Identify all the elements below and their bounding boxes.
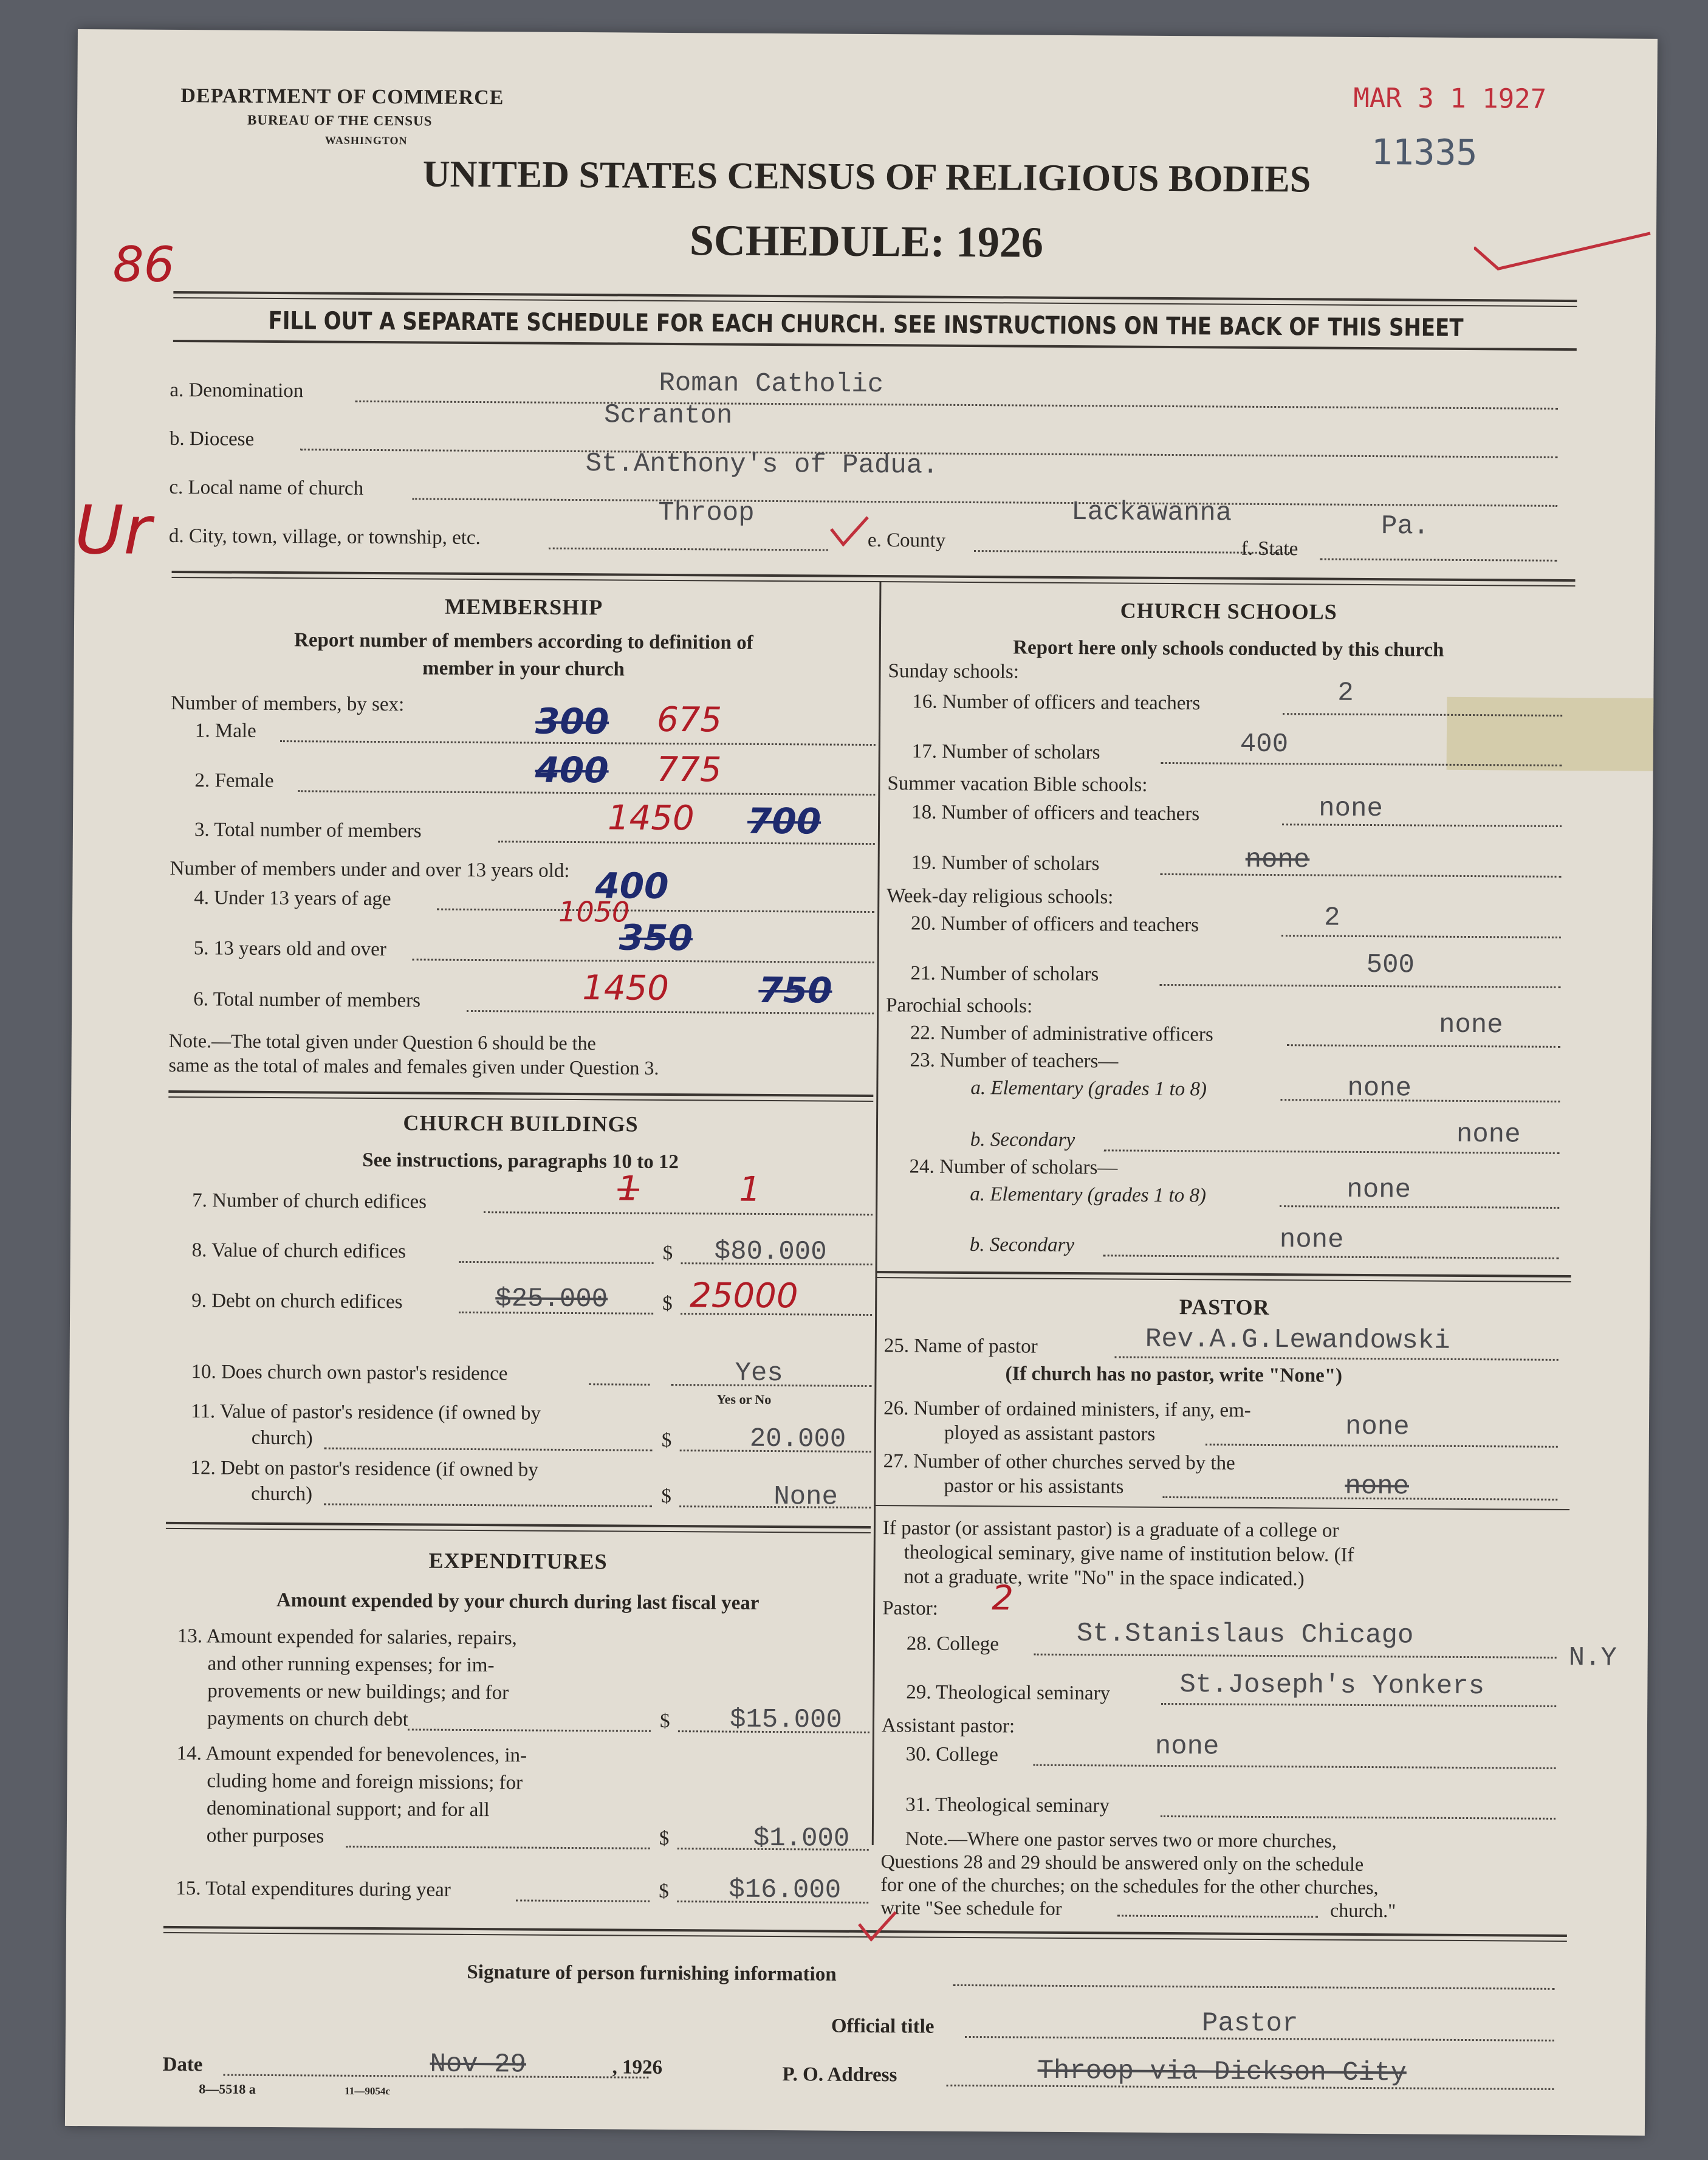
print-number: 11—9054c	[345, 2085, 390, 2097]
q8-value[interactable]: $80.000	[714, 1236, 827, 1268]
q13-label-3: provements or new buildings; and for	[207, 1680, 509, 1704]
pastor-label: Pastor:	[882, 1597, 938, 1620]
q8-label: 8. Value of church edifices	[191, 1239, 406, 1263]
q13-label-2: and other running expenses; for im-	[207, 1653, 495, 1677]
q4-value[interactable]: 400	[595, 865, 669, 907]
q27-value[interactable]: none	[1345, 1471, 1410, 1502]
page-title: UNITED STATES CENSUS OF RELIGIOUS BODIES	[422, 153, 1311, 201]
state-label: f. State	[1241, 537, 1298, 560]
q25-label: 25. Name of pastor	[883, 1335, 1038, 1358]
q4-label: 4. Under 13 years of age	[194, 887, 391, 910]
q14-label-4: other purposes	[206, 1825, 324, 1848]
denomination-label: a. Denomination	[170, 379, 304, 402]
q11-value[interactable]: 20.000	[749, 1423, 846, 1455]
q9-label: 9. Debt on church edifices	[191, 1290, 403, 1313]
q16-label: 16. Number of officers and teachers	[912, 690, 1201, 715]
q9-new-value[interactable]: 25000	[690, 1276, 798, 1316]
graduate-note-2: theological seminary, give name of institution below. (If	[904, 1541, 1354, 1566]
q21-label: 21. Number of scholars	[910, 962, 1099, 986]
q26-label-1: 26. Number of ordained ministers, if any, em-	[883, 1397, 1251, 1422]
q10-value[interactable]: Yes	[735, 1358, 783, 1389]
city-value[interactable]: Throop	[658, 497, 755, 529]
expenditures-heading: EXPENDITURES	[428, 1548, 608, 1574]
q28-extra: N.Y	[1568, 1643, 1617, 1674]
q24b-value[interactable]: none	[1279, 1225, 1344, 1256]
q30-label: 30. College	[905, 1743, 998, 1766]
schools-sub: Report here only schools conducted by this church	[1013, 636, 1444, 661]
q13-label-1: 13. Amount expended for salaries, repairs,	[177, 1625, 517, 1649]
q12-label-1: 12. Debt on pastor's residence (if owned by	[190, 1457, 538, 1481]
checkmark-icon	[1474, 220, 1657, 282]
q2-new-value[interactable]: 775	[656, 749, 722, 790]
checkmark-icon	[828, 514, 871, 551]
diocese-value[interactable]: Scranton	[603, 400, 733, 432]
q6-label: 6. Total number of members	[193, 988, 421, 1012]
city-name: WASHINGTON	[324, 134, 408, 147]
membership-heading: MEMBERSHIP	[445, 594, 603, 620]
diocese-label: b. Diocese	[169, 427, 255, 450]
assistant-label: Assistant pastor:	[881, 1715, 1015, 1738]
q14-label-3: denominational support; and for all	[207, 1797, 490, 1821]
q8-dollar: $	[662, 1242, 673, 1265]
q20-label: 20. Number of officers and teachers	[910, 912, 1199, 937]
q13-value[interactable]: $15.000	[729, 1704, 843, 1736]
date-label: Date	[162, 2053, 203, 2076]
po-address-label: P. O. Address	[782, 2063, 897, 2086]
q16-value[interactable]: 2	[1337, 678, 1354, 709]
q24a-label: a. Elementary (grades 1 to 8)	[970, 1183, 1207, 1207]
q23a-label: a. Elementary (grades 1 to 8)	[970, 1077, 1207, 1101]
q10-label: 10. Does church own pastor's residence	[191, 1361, 508, 1385]
age-heading: Number of members under and over 13 years old:	[170, 857, 570, 882]
q3-label: 3. Total number of members	[194, 819, 422, 842]
q12-dollar: $	[661, 1485, 671, 1508]
received-date-stamp: MAR 3 1 1927	[1353, 82, 1547, 115]
q24-label: 24. Number of scholars—	[909, 1155, 1118, 1179]
city-label: d. City, town, village, or township, etc.	[168, 525, 481, 549]
file-number-stamp: 11335	[1371, 131, 1478, 174]
pastor-note-4: write "See schedule for	[880, 1896, 1062, 1919]
denomination-value[interactable]: Roman Catholic	[659, 368, 884, 401]
q11-label-1: 11. Value of pastor's residence (if owned by	[191, 1400, 541, 1425]
county-value[interactable]: Lackawanna	[1071, 497, 1232, 529]
q9-old-value: $25.000	[495, 1284, 608, 1315]
q11-dollar: $	[661, 1429, 672, 1452]
pastor-mark: 2	[992, 1578, 1014, 1618]
q29-value[interactable]: St.Joseph's Yonkers	[1179, 1670, 1485, 1702]
q26-value[interactable]: none	[1345, 1411, 1410, 1443]
signature-label: Signature of person furnishing information	[467, 1961, 837, 1986]
q18-label: 18. Number of officers and teachers	[911, 801, 1200, 825]
q14-dollar: $	[659, 1827, 670, 1850]
parochial-label: Parochial schools:	[886, 994, 1033, 1017]
bureau-name: BUREAU OF THE CENSUS	[247, 112, 433, 129]
buildings-heading: CHURCH BUILDINGS	[403, 1110, 639, 1137]
pastor-note-3: for one of the churches; on the schedules for the other churches,	[880, 1873, 1379, 1899]
pastor-note-5: church."	[1330, 1899, 1396, 1922]
bysex-label: Number of members, by sex:	[171, 692, 405, 716]
church-name-label: c. Local name of church	[169, 476, 364, 500]
q3-old-value: 700	[747, 800, 821, 842]
q23-label: 23. Number of teachers—	[910, 1049, 1119, 1073]
q7-label: 7. Number of church edifices	[192, 1189, 427, 1213]
q31-label: 31. Theological seminary	[905, 1794, 1110, 1817]
q3-new-value[interactable]: 1450	[607, 798, 695, 839]
membership-note-1: Note.—The total given under Question 6 should be the	[168, 1029, 596, 1054]
handwritten-86: 86	[112, 236, 175, 293]
expenditures-sub: Amount expended by your church during last fiscal year	[276, 1589, 760, 1614]
q22-value[interactable]: none	[1438, 1009, 1503, 1041]
membership-sub2: member in your church	[422, 657, 625, 681]
date-value[interactable]: Nov 29	[430, 2049, 527, 2080]
q15-dollar: $	[659, 1880, 669, 1902]
q24a-value[interactable]: none	[1346, 1174, 1411, 1206]
membership-note-2: same as the total of males and females given under Question 3.	[168, 1053, 659, 1079]
q24b-label: b. Secondary	[969, 1234, 1075, 1257]
state-value[interactable]: Pa.	[1380, 511, 1430, 542]
pastor-note-1: Note.—Where one pastor serves two or more churches,	[905, 1827, 1337, 1852]
q6-new-value[interactable]: 1450	[582, 968, 670, 1008]
date-year: , 1926	[612, 2056, 663, 2079]
q25-hint: (If church has no pastor, write "None")	[1005, 1363, 1343, 1387]
q27-label-2: pastor or his assistants	[944, 1474, 1124, 1498]
membership-sub1: Report number of members according to definition of	[293, 629, 753, 654]
q6-old-value: 750	[758, 969, 832, 1011]
q14-label-2: cluding home and foreign missions; for	[207, 1770, 523, 1794]
po-address-value[interactable]: Throop via Dickson City	[1037, 2055, 1407, 2089]
q1-label: 1. Male	[194, 720, 256, 742]
fill-out-instruction: FILL OUT A SEPARATE SCHEDULE FOR EACH CHURCH. SEE INSTRUCTIONS ON THE BACK OF THIS SHEET	[268, 306, 1464, 342]
sunday-label: Sunday schools:	[888, 660, 1020, 683]
q25-value[interactable]: Rev.A.G.Lewandowski	[1145, 1324, 1450, 1357]
county-label: e. County	[867, 529, 946, 552]
margin-mark: Ur	[74, 490, 152, 569]
q5-new-value[interactable]: 1050	[558, 895, 630, 929]
q1-new-value[interactable]: 675	[656, 700, 722, 740]
q10-hint: Yes or No	[716, 1391, 772, 1408]
q1-old-value: 300	[535, 700, 609, 743]
graduate-note-1: If pastor (or assistant pastor) is a graduate of a college or	[882, 1517, 1339, 1542]
official-title-label: Official title	[831, 2015, 935, 2038]
q19-value[interactable]: none	[1245, 844, 1310, 876]
q2-label: 2. Female	[194, 769, 274, 792]
form-number: 8—5518 a	[199, 2081, 256, 2097]
census-schedule-sheet	[65, 29, 1658, 2136]
q12-value[interactable]: None	[773, 1482, 839, 1513]
tape-stain	[1447, 697, 1658, 771]
q21-value[interactable]: 500	[1366, 949, 1415, 981]
q2-old-value: 400	[535, 749, 609, 791]
dept-name: DEPARTMENT OF COMMERCE	[180, 84, 504, 109]
q13-dollar: $	[659, 1710, 670, 1733]
q26-label-2: ployed as assistant pastors	[944, 1422, 1156, 1445]
q14-value[interactable]: $1.000	[753, 1823, 850, 1854]
q23a-value[interactable]: none	[1347, 1073, 1412, 1104]
q5-label: 5. 13 years old and over	[193, 937, 386, 961]
q17-value[interactable]: 400	[1240, 729, 1289, 760]
q18-value[interactable]: none	[1319, 793, 1383, 825]
q30-value[interactable]: none	[1154, 1731, 1219, 1763]
q29-label: 29. Theological seminary	[906, 1681, 1111, 1705]
q14-label-1: 14. Amount expended for benevolences, in-	[176, 1742, 527, 1767]
buildings-sub: See instructions, paragraphs 10 to 12	[362, 1149, 679, 1174]
q27-label-1: 27. Number of other churches served by the	[883, 1450, 1235, 1474]
church-name-value[interactable]: St.Anthony's of Padua.	[585, 449, 939, 481]
schools-heading: CHURCH SCHOOLS	[1120, 598, 1337, 624]
q7-old-value: 1	[617, 1169, 640, 1209]
q12-label-2: church)	[251, 1482, 313, 1505]
q15-value[interactable]: $16.000	[729, 1874, 842, 1906]
q19-label: 19. Number of scholars	[911, 851, 1100, 875]
q9-dollar: $	[662, 1292, 673, 1315]
pastor-note-2: Questions 28 and 29 should be answered only on the schedule	[880, 1850, 1364, 1875]
pastor-heading: PASTOR	[1179, 1295, 1270, 1320]
summer-label: Summer vacation Bible schools:	[887, 772, 1148, 796]
q28-value[interactable]: St.Stanislaus Chicago	[1076, 1618, 1414, 1651]
q11-label-2: church)	[251, 1426, 313, 1450]
q17-label: 17. Number of scholars	[911, 740, 1100, 764]
q23b-label: b. Secondary	[970, 1129, 1075, 1152]
q22-label: 22. Number of administrative officers	[910, 1022, 1213, 1046]
q28-label: 28. College	[906, 1632, 1000, 1656]
checkmark-icon	[856, 1909, 899, 1945]
schedule-title: SCHEDULE: 1926	[689, 216, 1044, 267]
weekday-label: Week-day religious schools:	[887, 885, 1114, 909]
q7-new-value[interactable]: 1	[739, 1169, 761, 1209]
q23b-value[interactable]: none	[1456, 1119, 1521, 1151]
official-title-value[interactable]: Pastor	[1201, 2008, 1298, 2040]
q20-value[interactable]: 2	[1323, 903, 1340, 934]
q13-label-4: payments on church debt	[207, 1707, 408, 1731]
graduate-note-3: not a graduate, write "No" in the space indicated.)	[904, 1566, 1305, 1591]
q15-label: 15. Total expenditures during year	[176, 1877, 451, 1901]
q5-old-value: 350	[619, 917, 693, 959]
